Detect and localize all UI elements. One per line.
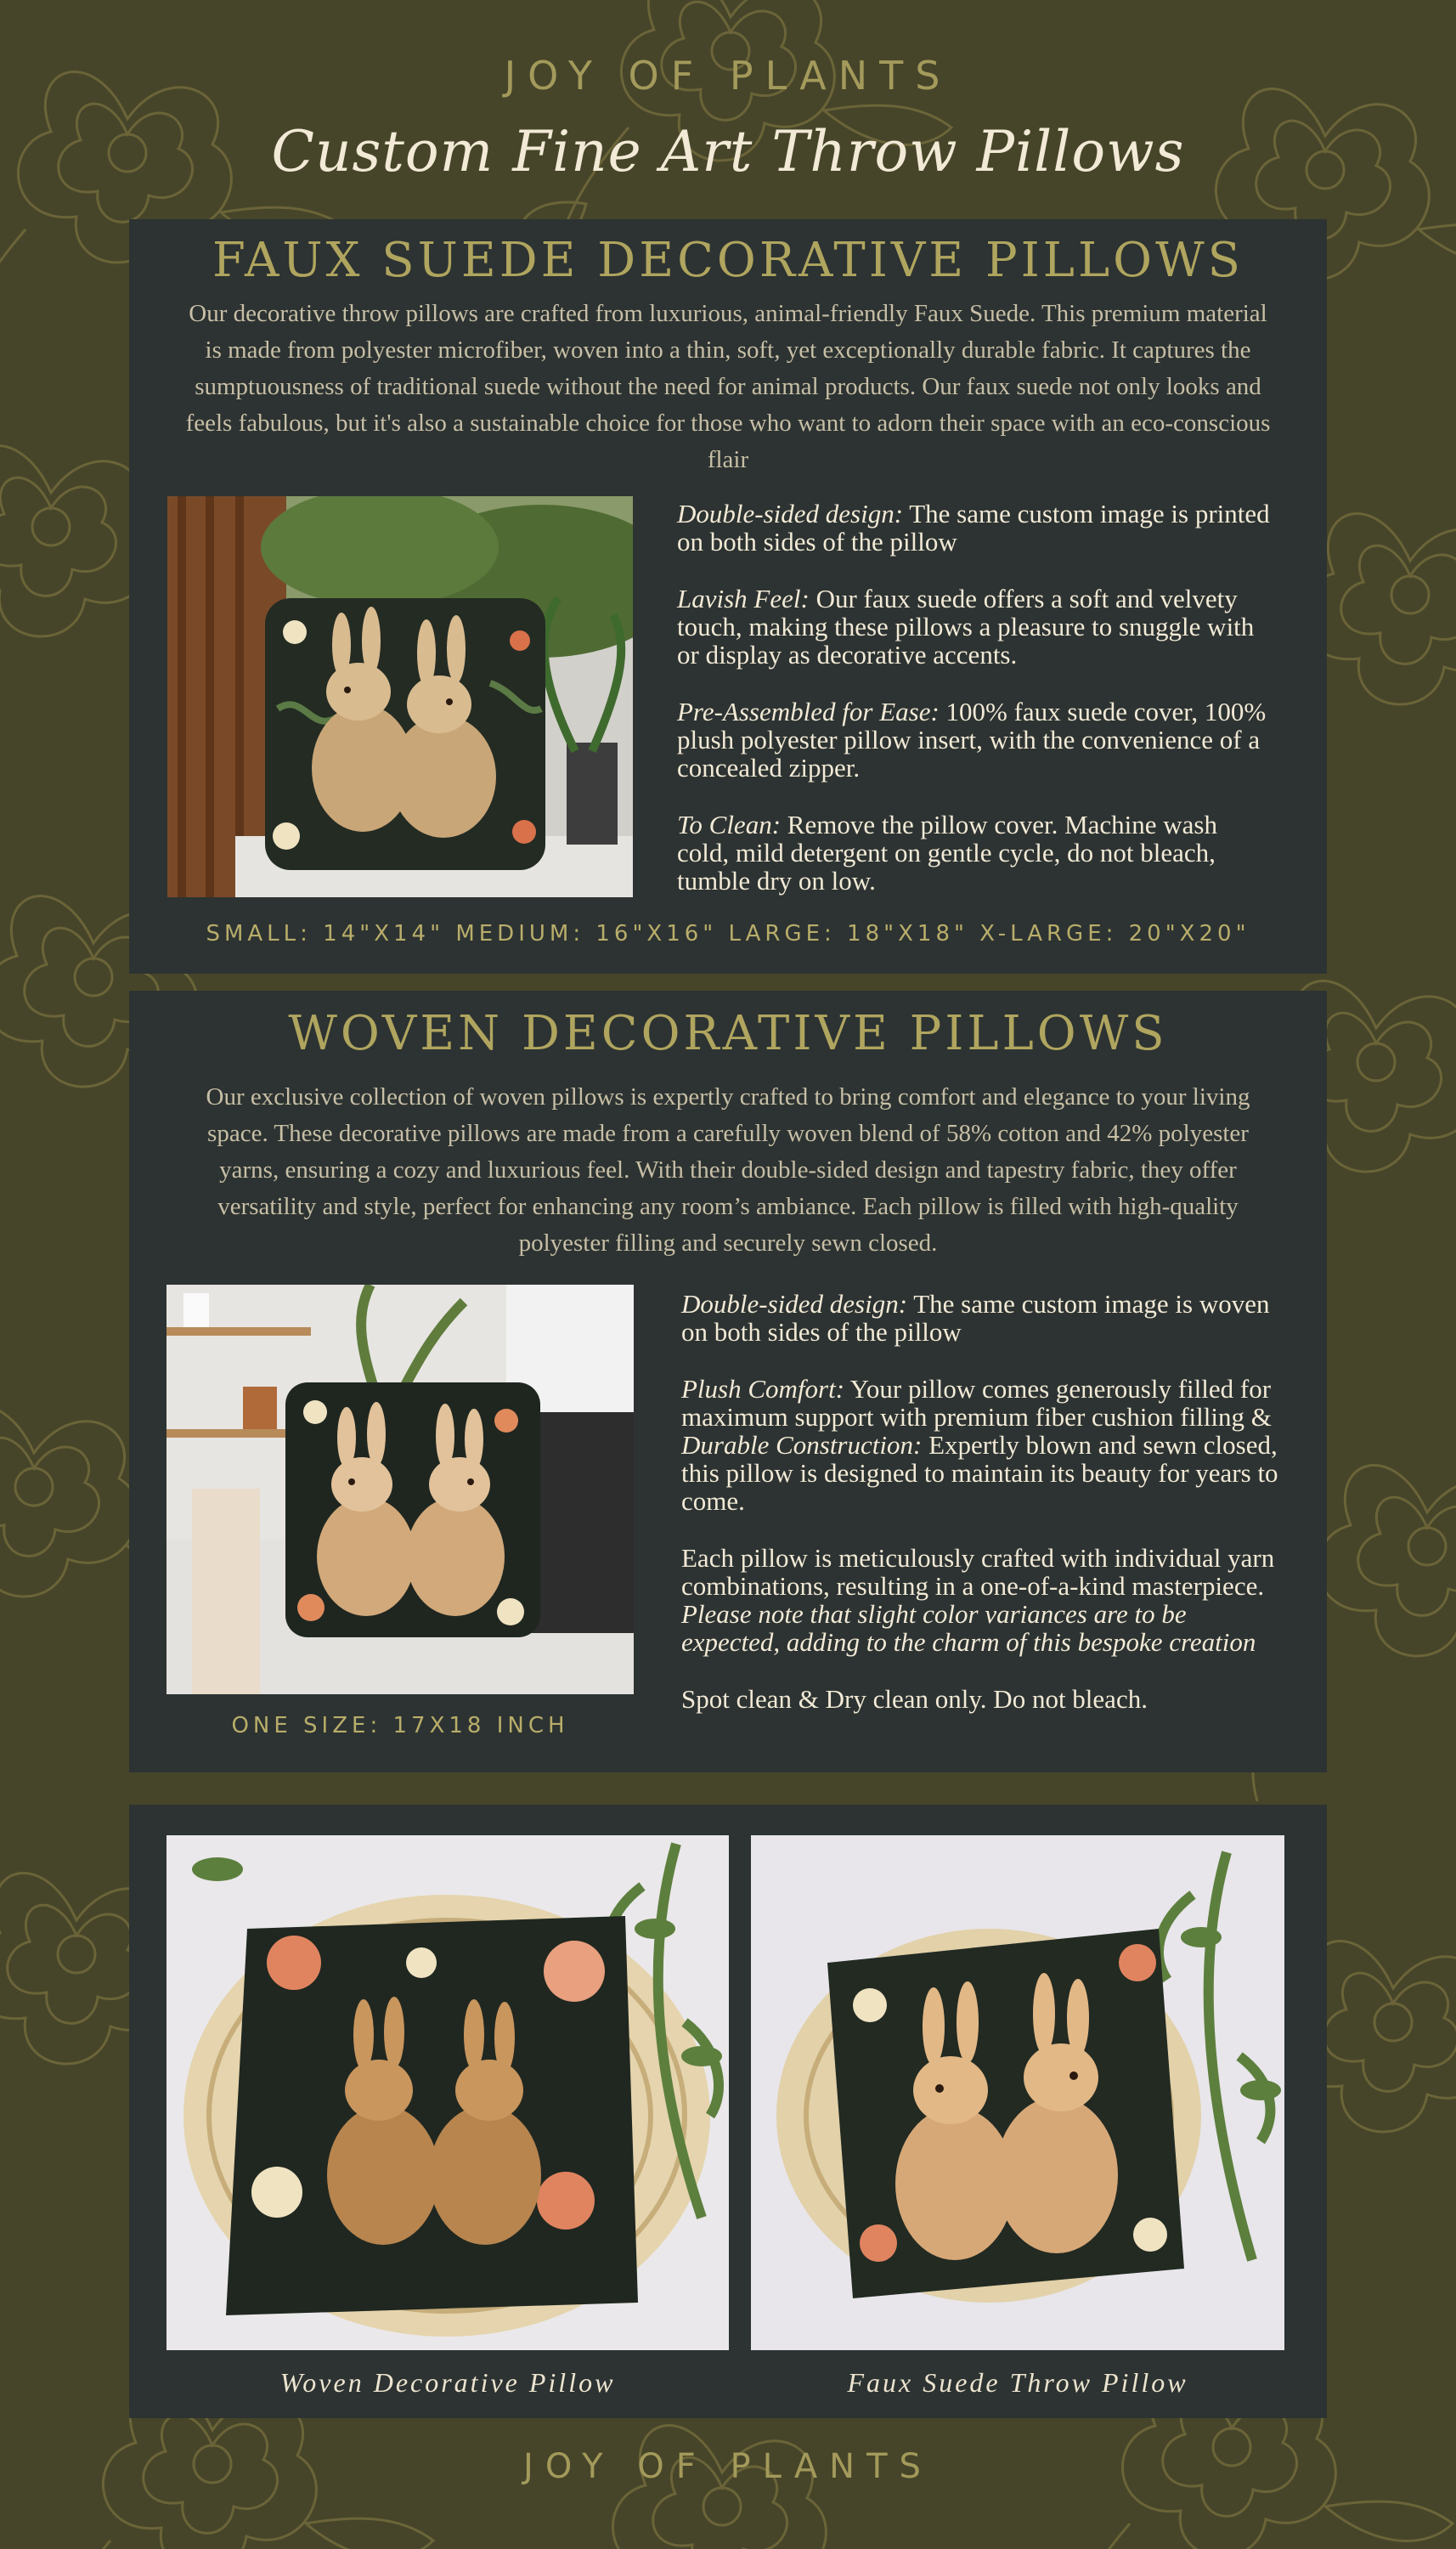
brand-title: JOY OF PLANTS — [504, 53, 952, 99]
woven-feature-list — [681, 1290, 1284, 1742]
page-subtitle: Custom Fine Art Throw Pillows — [271, 119, 1185, 184]
suede-size-options: SMALL: 14"X14" MEDIUM: 16"X16" LARGE: 18"X18" X-LARGE: 20"X20" — [206, 921, 1250, 947]
woven-pillow-photo — [166, 1285, 634, 1694]
woven-feature-double-sided: Double-sided design: The same custom image is woven on both sides of the pillow — [681, 1289, 1270, 1347]
woven-intro: Our exclusive collection of woven pillows is expertly crafted to bring comfort and elegance to your living space. These decorative pillows are made from a carefully woven blend of 58% cotton and 42% polyester yarns, ensuring a cozy and luxurious feel. With their double-sided design and tapestry fabric, they offer versatility and style, perfect for enhancing any room’s ambiance. Each pillow is filled with high-quality polyester filling and securely sewn closed. — [206, 1083, 1250, 1257]
faux-suede-intro: Our decorative throw pillows are crafted from luxurious, animal-friendly Faux Suede. This premium material is made from polyester microfiber, woven into a thin, soft, yet exceptionally durable fabric. It captures the sumptuousness of traditional suede without the need for animal products. Our faux suede not only looks and feels fabulous, but it's also a sustainable choice for those who want to adorn their space with an eco-conscious flair — [185, 300, 1271, 473]
woven-feature-care: Spot clean & Dry clean only. Do not bleach. — [681, 1684, 1148, 1714]
woven-title: WOVEN DECORATIVE PILLOWS — [288, 1006, 1168, 1061]
suede-feature-list — [677, 500, 1272, 924]
woven-pillow-caption: Woven Decorative Pillow — [279, 2367, 616, 2398]
suede-feature-pre-assembled: Pre-Assembled for Ease: 100% faux suede cover, 100% plush polyester pillow insert, with the convenience of a concealed zipper. — [677, 697, 1267, 783]
faux-suede-title: FAUX SUEDE DECORATIVE PILLOWS — [212, 233, 1244, 288]
suede-feature-lavish-feel: Lavish Feel: Our faux suede offers a soft and velvety touch, making these pillows a pleasure to snuggle with or display as decorative accents. — [677, 584, 1255, 670]
suede-feature-to-clean: To Clean: Remove the pillow cover. Machine wash cold, mild detergent on gentle cycle, do not bleach, tumble dry on low. — [677, 810, 1217, 896]
woven-pillow-gallery-photo — [166, 1835, 729, 2350]
suede-feature-double-sided: Double-sided design: The same custom image is printed on both sides of the pillow — [677, 499, 1270, 557]
woven-size: ONE SIZE: 17X18 INCH — [231, 1713, 569, 1738]
woven-feature-crafted: Each pillow is meticulously crafted with individual yarn combinations, resulting in a one-of-a-kind masterpiece. Please note that slight color variances are to be expected, adding to the charm of this bespoke creation — [681, 1543, 1275, 1657]
suede-pillow-gallery-photo — [751, 1835, 1284, 2350]
woven-feature-plush-comfort: Plush Comfort: Your pillow comes generously filled for maximum support with premium fiber cushion filling & Durable Construction: Expertly blown and sewn closed, this pillow is designed to maintain its beauty for years to come. — [681, 1374, 1278, 1516]
faux-suede-panel — [129, 219, 1327, 974]
suede-pillow-photo — [167, 496, 633, 897]
brand-footer: JOY OF PLANTS — [523, 2447, 933, 2486]
gallery-panel — [129, 1805, 1327, 2418]
suede-pillow-caption: Faux Suede Throw Pillow — [847, 2367, 1188, 2398]
woven-panel — [129, 991, 1327, 1772]
